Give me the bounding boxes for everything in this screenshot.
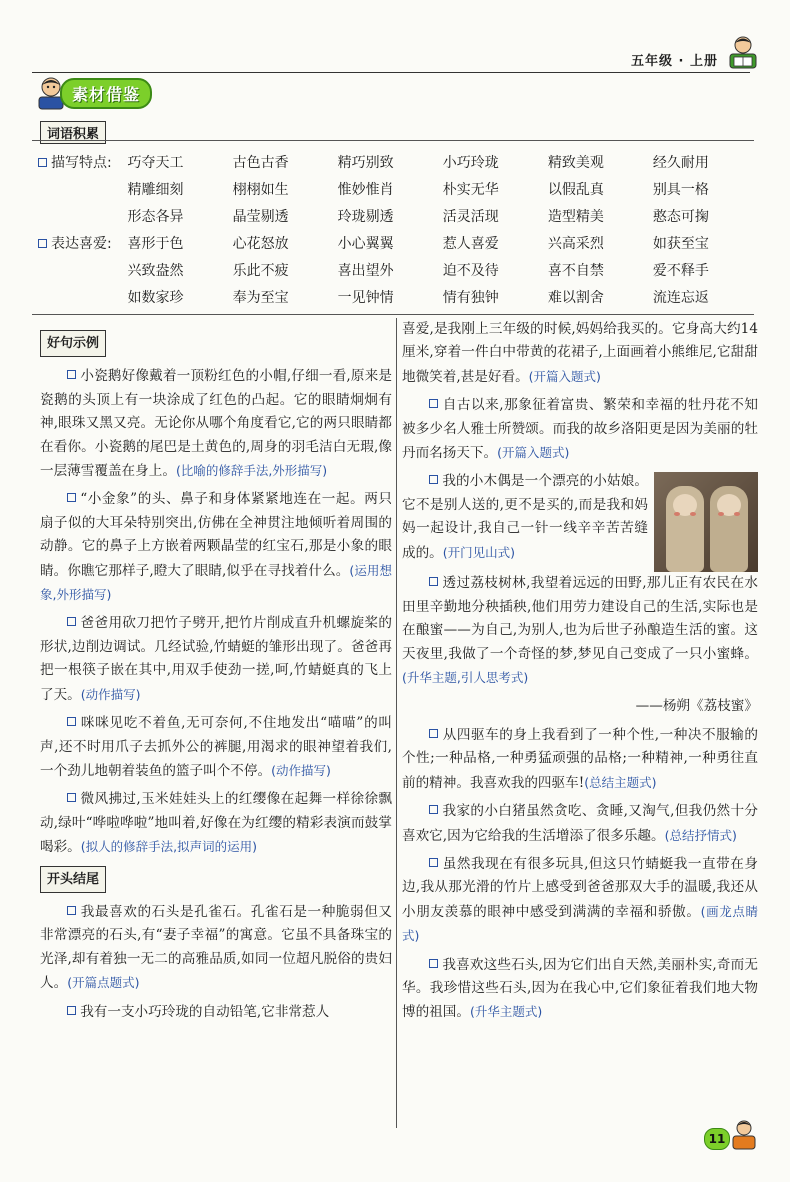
opening-item: 透过荔枝树林,我望着远远的田野,那儿正有农民在水田里辛勤地分秧插秧,他们用劳力建设自己的生活,实际也是在酿蜜——为自己,为别人,也为后世子孙酿造生活的蜜。这天夜里,我做了一个奇怪的梦,梦见自己变成了一只小蜜蜂。(升华主题,引人思考式) (402, 575, 758, 686)
vocab-word: 喜不自禁 (547, 262, 604, 279)
good-sentence-item: 爸爸用砍刀把竹子劈开,把竹片削成直升机螺旋桨的形状,边削边调试。几经试验,竹蜻蜓的雏形出现了。爸爸再把一根筷子嵌在其中,用双手使劲一搓,呵,竹蜻蜓真的飞上了天。(动作描写) (40, 615, 392, 703)
column-divider (396, 318, 397, 1128)
header-rule (32, 72, 750, 73)
square-bullet-icon (429, 399, 438, 408)
vocab-word: 迫不及待 (442, 262, 499, 279)
openings-tag: 开头结尾 (40, 866, 106, 893)
vocab-word: 惟妙惟肖 (337, 181, 394, 198)
good-sentence-item: “小金象”的头、鼻子和身体紧紧地连在一起。两只扇子似的大耳朵特别突出,仿佛在全神贯注地倾听着周围的动静。它的鼻子上方嵌着两颗晶莹的红宝石,那是小象的眼睛。你瞧它那样子,瞪大了眼睛,似乎在寻找着什么。(运用想象,外形描写) (40, 491, 392, 603)
vocab-word: 精巧别致 (337, 154, 394, 171)
vocab-word: 爱不释手 (652, 262, 709, 279)
section-badge (36, 76, 152, 110)
vocab-word: 乐此不疲 (232, 262, 289, 279)
vocab-row (38, 202, 758, 229)
vocab-word: 喜出望外 (337, 262, 394, 279)
opening-item-with-photo (402, 470, 758, 572)
opening-item: 从四驱车的身上我看到了一种个性,一种决不服输的个性;一种品格,一种勇猛顽强的品格;一种精神,一种勇往直前的精神。我喜欢我的四驱车!(总结主题式) (402, 726, 758, 791)
square-bullet-icon (429, 805, 438, 814)
vocab-divider (32, 140, 754, 141)
reading-child-icon (726, 34, 760, 72)
vocab-row (38, 283, 758, 310)
good-sentence-item: 小瓷鹅好像戴着一顶粉红色的小帽,仔细一看,原来是瓷鹅的头顶上有一块涂成了红色的凸起。它的眼睛炯炯有神,眼珠又黑又亮。无论你从哪个角度看它,它的两只眼睛都在看你。小瓷鹅的尾巴是土黄色的,周身的羽毛洁白无瑕,像一层薄雪覆盖在身上。(比喻的修辞手法,外形描写) (40, 368, 392, 480)
vocab-word: 如获至宝 (652, 235, 709, 252)
square-bullet-icon (67, 906, 76, 915)
vocab-word: 一见钟情 (337, 289, 394, 306)
vocab-word: 喜形于色 (127, 235, 184, 252)
vocab-word: 形态各异 (127, 208, 184, 225)
vocab-word: 以假乱真 (547, 181, 604, 198)
square-bullet-icon (429, 475, 438, 484)
vocab-row-label: 表达喜爱: (38, 233, 128, 253)
good-sentence-item: 咪咪见吃不着鱼,无可奈何,不住地发出“喵喵”的叫声,还不时用爪子去抓外公的裤腿,用渴求的眼神望着我们,一个劲儿地朝着装鱼的篮子叫个不停。(动作描写) (40, 715, 392, 779)
vocab-word: 心花怒放 (232, 235, 289, 252)
left-column (40, 328, 392, 1029)
vocab-word: 精雕细刻 (127, 181, 184, 198)
good-sentence-item: 微风拂过,玉米娃娃头上的红缨像在起舞一样徐徐飘动,绿叶“哗啦哗啦”地叫着,好像在为红缨的精彩表演而鼓掌喝彩。(拟人的修辞手法,拟声词的运用) (40, 791, 392, 856)
square-bullet-icon (67, 617, 76, 626)
vocab-word: 古色古香 (232, 154, 289, 171)
vocab-word: 玲珑剔透 (337, 208, 394, 225)
vocab-word: 流连忘返 (652, 289, 709, 306)
square-bullet-icon (67, 493, 76, 502)
square-bullet-icon (429, 858, 438, 867)
vocab-row-label: 描写特点: (38, 152, 128, 172)
vocab-word: 如数家珍 (127, 289, 184, 306)
section-title: 素材借鉴 (60, 78, 152, 109)
vocab-word: 情有独钟 (442, 289, 499, 306)
vocab-tag: 词语积累 (40, 121, 106, 144)
square-bullet-icon (429, 577, 438, 586)
opening-item (40, 1001, 392, 1024)
vocab-word: 难以割舍 (547, 289, 604, 306)
vocab-word: 精致美观 (547, 154, 604, 171)
vocab-row (38, 229, 758, 256)
opening-item: 我喜欢这些石头,因为它们出自天然,美丽朴实,奇而无华。我珍惜这些石头,因为在我心中,它们象征着我们地大物博的祖国。(升华主题式) (402, 956, 758, 1021)
vocab-word: 活灵活现 (442, 208, 499, 225)
vocab-word: 小心翼翼 (337, 235, 394, 252)
vocab-row (38, 256, 758, 283)
vocab-word: 巧夺天工 (127, 154, 184, 171)
opening-item: 我的小木偶是一个漂亮的小姑娘。它不是别人送的,更不是买的,而是我和妈妈一起设计,我自己一针一线辛辛苦苦缝成的。(开门见山式) (402, 473, 648, 561)
vocab-word: 朴实无华 (442, 181, 499, 198)
square-bullet-icon (429, 729, 438, 738)
vocab-row (38, 148, 758, 175)
square-bullet-icon (67, 370, 76, 379)
opening-item-text-split: 我有一支小巧玲珑的自动铅笔,它非常惹人 (80, 1003, 330, 1020)
square-bullet-icon (67, 717, 76, 726)
opening-item: 自古以来,那象征着富贵、繁荣和幸福的牡丹花不知被多少名人雅士所赞颂。而我的故乡洛阳更是因为美丽的牡丹而名扬天下。(开篇入题式) (402, 397, 758, 462)
square-bullet-icon (429, 959, 438, 968)
rag-dolls-photo (654, 472, 758, 572)
good-sentences-tag: 好句示例 (40, 330, 106, 357)
opening-item: 虽然我现在有很多玩具,但这只竹蜻蜓我一直带在身边,我从那光滑的竹片上感受到爸爸那双大手的温暖,我还从小朋友羡慕的眼神中感受到满满的幸福和骄傲。(画龙点睛式) (402, 855, 758, 944)
vocab-grid (38, 148, 758, 310)
vocab-word: 憨态可掬 (652, 208, 709, 225)
vocab-word: 别具一格 (652, 181, 709, 198)
vocab-word: 栩栩如生 (232, 181, 289, 198)
vocab-word: 晶莹剔透 (232, 208, 289, 225)
vocab-word: 惹人喜爱 (442, 235, 499, 252)
square-bullet-icon (67, 793, 76, 802)
square-bullet-icon (38, 239, 47, 248)
right-column (402, 318, 758, 1030)
opening-item-continued: 喜爱,是我刚上三年级的时候,妈妈给我买的。它身高大约14厘米,穿着一件白中带黄的花裙子,上面画着小熊维尼,它甜甜地微笑着,甚是好看。(开篇入题式) (402, 321, 758, 385)
vocab-word: 兴高采烈 (547, 235, 604, 252)
square-bullet-icon (67, 1006, 76, 1015)
vocab-row (38, 175, 758, 202)
opening-item: 我家的小白猪虽然贪吃、贪睡,又淘气,但我仍然十分喜欢它,因为它给我的生活增添了很多乐趣。(总结抒情式) (402, 803, 758, 844)
vocab-word: 造型精美 (547, 208, 604, 225)
quote-signature: ——杨朔《荔枝蜜》 (635, 698, 758, 715)
vocab-word: 经久耐用 (652, 154, 709, 171)
square-bullet-icon (38, 158, 47, 167)
page-number: 11 (704, 1128, 730, 1150)
vocab-word: 兴致盎然 (127, 262, 184, 279)
grade-label: 五年级 · 上册 (631, 54, 718, 69)
reading-child-icon (730, 1118, 758, 1152)
vocab-word: 小巧玲珑 (442, 154, 499, 171)
vocab-divider (32, 314, 754, 315)
vocab-word: 奉为至宝 (232, 289, 289, 306)
opening-item: 我最喜欢的石头是孔雀石。孔雀石是一种脆弱但又非常漂亮的石头,有“妻子幸福”的寓意。它虽不具备珠宝的光泽,却有着独一无二的高雅品质,如同一位超凡脱俗的贵妇人。(开篇点题式) (40, 903, 392, 992)
